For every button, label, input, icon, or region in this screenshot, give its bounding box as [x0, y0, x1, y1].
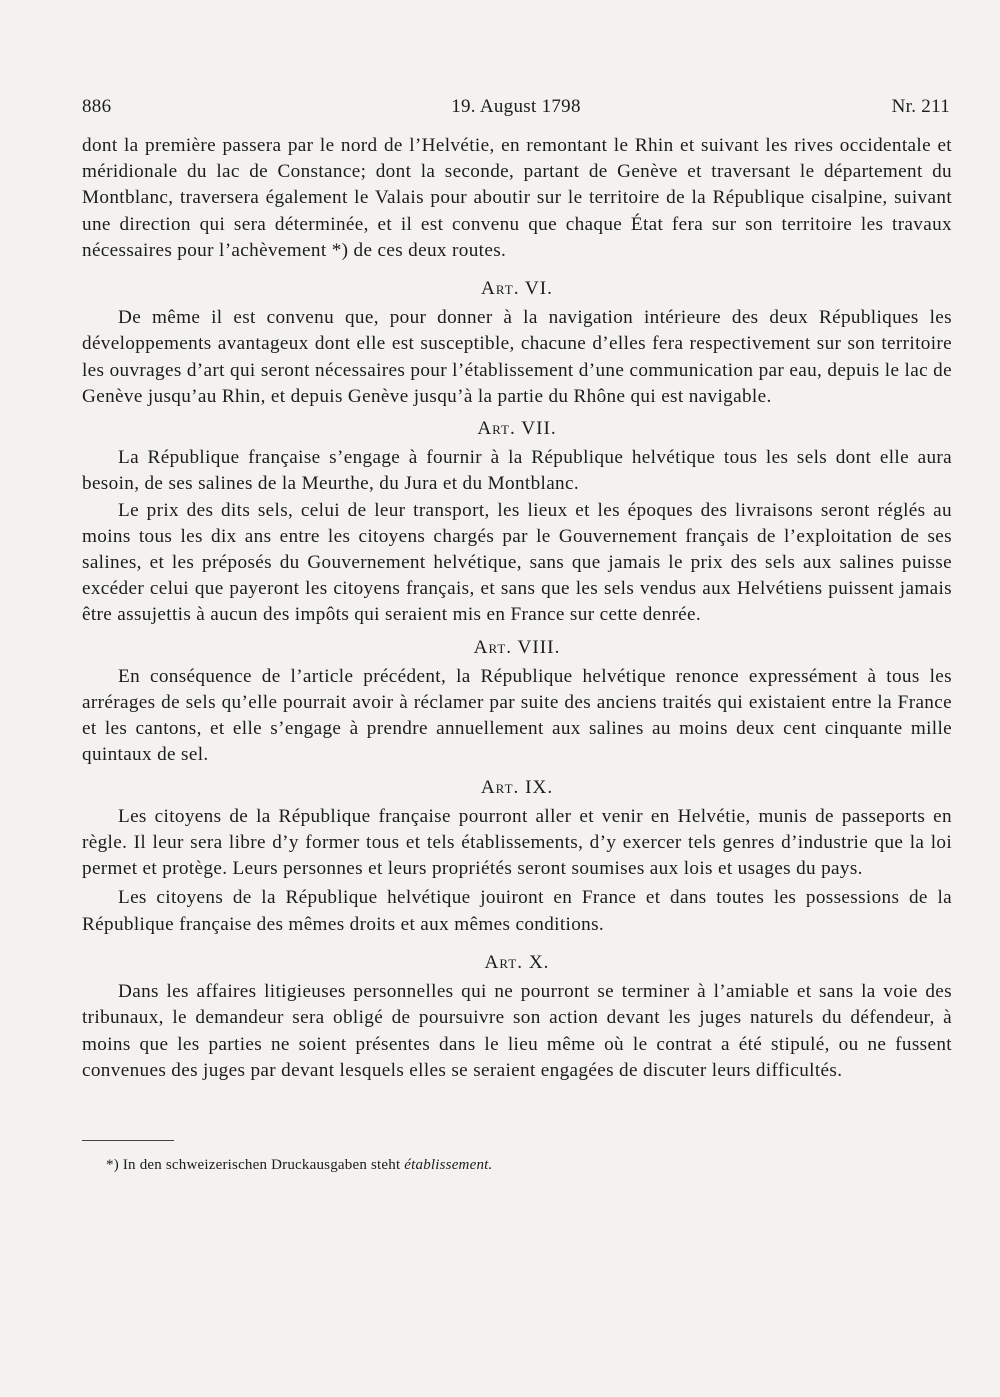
document-body	[82, 133, 952, 1084]
paragraph-continuation: dont la première passera par le nord de l’Helvétie, en remontant le Rhin et suivant les rives occidentale et méridionale du lac de Constance; dont la seconde, partant de Genève et traversant le département du Montblanc, traversera également le Valais pour aboutir sur le territoire de la République cisalpine, suivant une direction qui sera déterminée, et il est convenu que chaque État fera sur son territoire les travaux nécessaires pour l’achèvement *) de ces deux routes.	[82, 135, 952, 261]
paragraph-art-ix-1: Les citoyens de la République française pourront aller et venir en Helvétie, munis de passeports en règle. Il leur sera libre d’y former tous et tels établissements, d’y exercer tels genres d’industrie que la loi permet et protège. Leurs personnes et leurs propriétés seront soumises aux lois et usages du pays.	[82, 805, 952, 880]
header-date: 19. August 1798	[451, 96, 581, 117]
page-header	[82, 96, 950, 122]
paragraph-art-vi: De même il est convenu que, pour donner à la navigation intérieure des deux Républiques les développements avantageux dont elle est susceptible, chacune d’elles fera respectivement sur son territoire les ouvrages d’art qui seront nécessaires pour l’établissement d’une communication par eau, depuis le lac de Genève jusqu’au Rhin, et depuis Genève jusqu’à la partie du Rhône qui est navigable.	[82, 307, 952, 407]
footnote-divider	[82, 1140, 174, 1141]
article-heading-viii: Art. VIII.	[473, 636, 561, 658]
footnote-italic-term: établissement.	[404, 1157, 493, 1173]
paragraph-art-viii: En conséquence de l’article précédent, la République helvétique renonce expressément à tous les arrérages de sels qu’elle pourrait avoir à réclamer par suite des anciens traités qui existaient entre la France et les cantons, et elle s’engage à prendre annuellement aux salines au moins deux cent cinquante mille quintaux de sel.	[82, 665, 952, 766]
article-heading-vii: Art. VII.	[477, 418, 557, 440]
paragraph-art-vii-2: Le prix des dits sels, celui de leur transport, les lieux et les époques des livraisons seront réglés au moins tous les dix ans entre les citoyens chargés par le Gouvernement français de l’exploitation de ses salines, et les préposés du Gouvernement helvétique, sans que jamais le prix des sels aux salines puisse excéder celui que payeront les citoyens français, et sans que les sels vendus aux Helvétiens puissent jamais être assujettis à aucun des impôts qui seraient mis en France sur cette denrée.	[82, 499, 952, 626]
page-number: 886	[82, 96, 112, 117]
paragraph-art-x: Dans les affaires litigieuses personnelles qui ne pourront se terminer à l’amiable et sans la voie des tribunaux, le demandeur sera obligé de poursuivre son action devant les juges naturels du défendeur, à moins que les parties ne soient présentes dans le lieu même où le contrat a été stipulé, ou ne fussent convenues des juges par devant lesquels elles se seraient engagées de discuter leurs difficultés.	[82, 981, 952, 1081]
article-heading-ix: Art. IX.	[480, 776, 554, 798]
document-number: Nr. 211	[891, 96, 950, 117]
footnote-text: *) In den schweizerischen Druckausgaben steht	[106, 1157, 405, 1173]
article-heading-vi: Art. VI.	[481, 278, 553, 300]
footnote	[106, 1157, 492, 1174]
paragraph-art-vii-1: La République française s’engage à fournir à la République helvétique tous les sels dont elle aura besoin, de ses salines de la Meurthe, du Jura et du Montblanc.	[82, 447, 952, 495]
article-heading-x: Art. X.	[484, 951, 550, 973]
paragraph-art-ix-2: Les citoyens de la République helvétique jouiront en France et dans toutes les possessions de la République française des mêmes droits et aux mêmes conditions.	[82, 887, 952, 935]
